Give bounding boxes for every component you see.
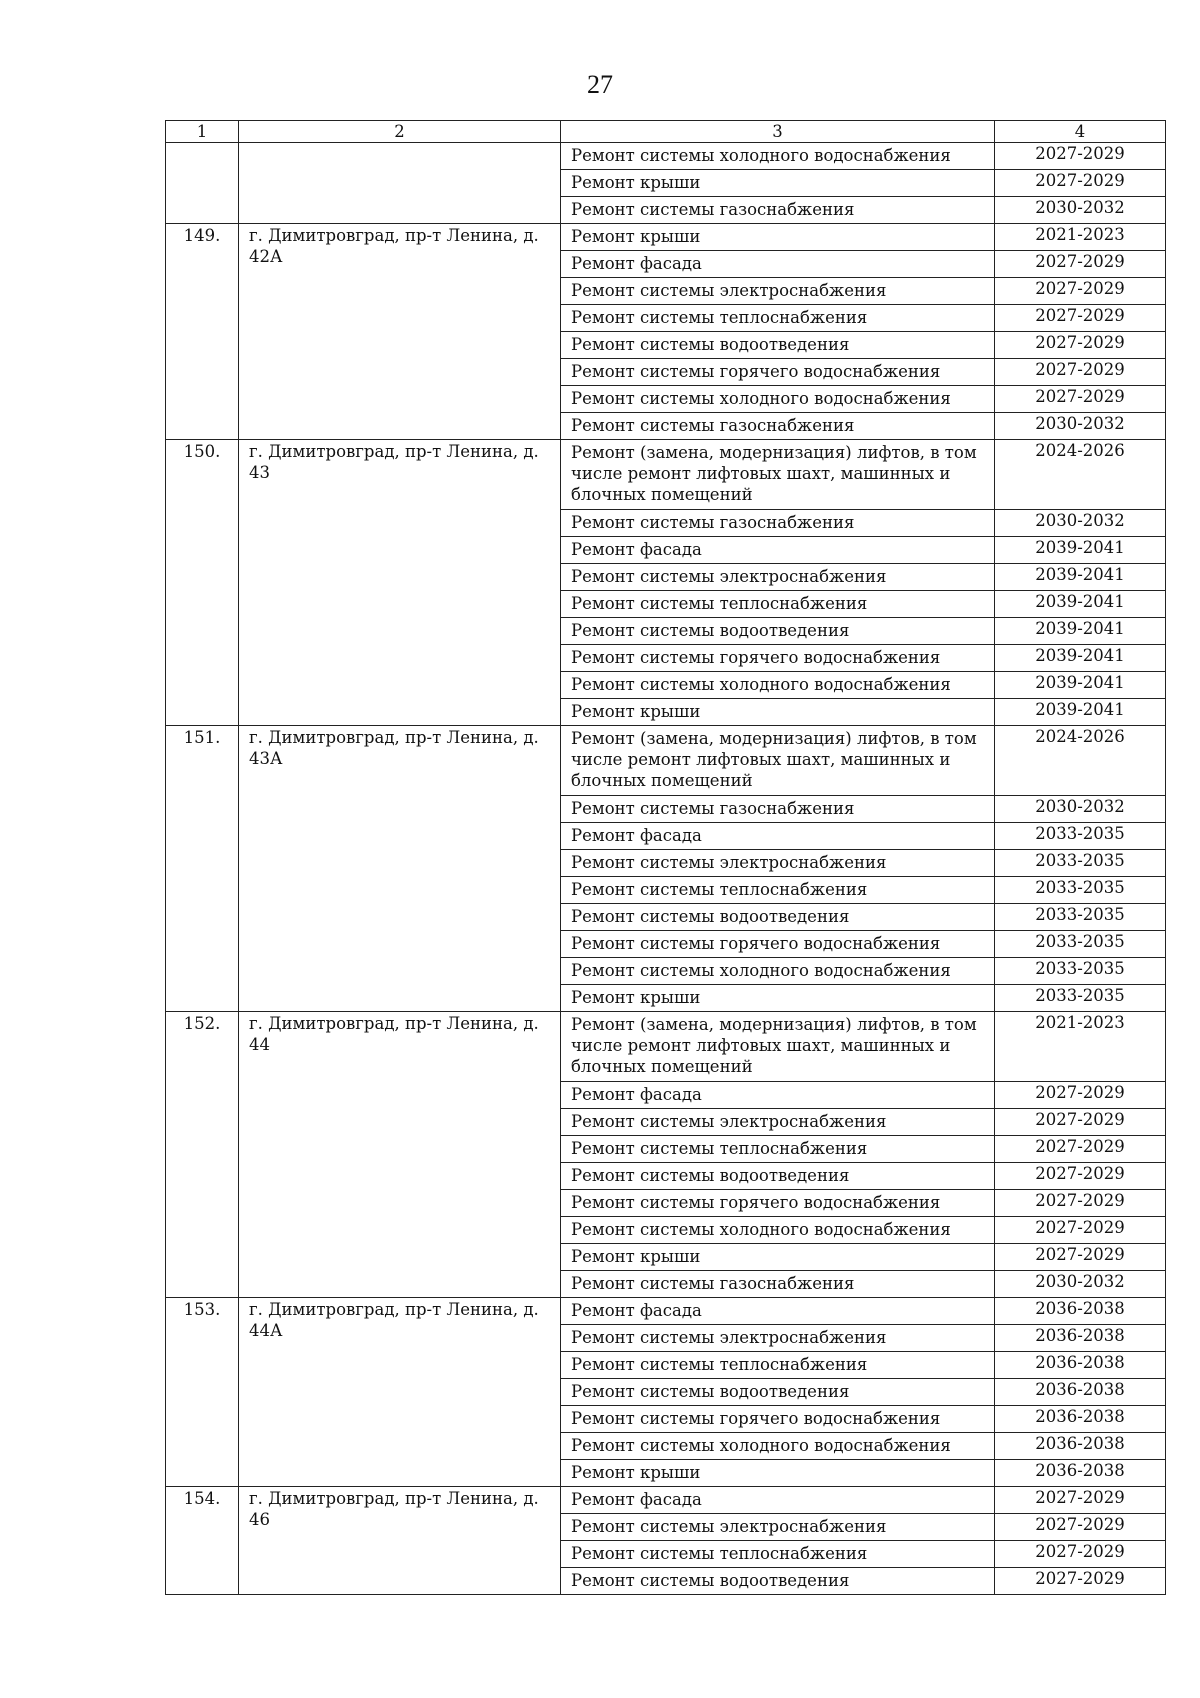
- period-cell: 2027-2029: [995, 1190, 1166, 1217]
- work-type-cell: Ремонт системы газоснабжения: [561, 413, 995, 440]
- address-cell: г. Димитровград, пр-т Ленина, д. 43: [239, 440, 561, 726]
- address-cell: г. Димитровград, пр-т Ленина, д. 43А: [239, 726, 561, 1012]
- table-row: [166, 224, 1166, 251]
- period-cell: 2039-2041: [995, 645, 1166, 672]
- period-cell: 2030-2032: [995, 413, 1166, 440]
- column-header-address: 2: [239, 121, 561, 143]
- work-type-cell: Ремонт системы электроснабжения: [561, 1514, 995, 1541]
- table-row: [166, 440, 1166, 510]
- work-type-cell: Ремонт системы горячего водоснабжения: [561, 645, 995, 672]
- period-cell: 2036-2038: [995, 1433, 1166, 1460]
- work-type-cell: Ремонт системы горячего водоснабжения: [561, 1406, 995, 1433]
- work-type-cell: Ремонт фасада: [561, 1082, 995, 1109]
- period-cell: 2021-2023: [995, 224, 1166, 251]
- period-cell: 2036-2038: [995, 1406, 1166, 1433]
- work-type-cell: Ремонт системы газоснабжения: [561, 510, 995, 537]
- work-type-cell: Ремонт системы водоотведения: [561, 332, 995, 359]
- work-type-cell: Ремонт крыши: [561, 1460, 995, 1487]
- table-row: [166, 726, 1166, 796]
- address-cell: г. Димитровград, пр-т Ленина, д. 44: [239, 1012, 561, 1298]
- period-cell: 2027-2029: [995, 1217, 1166, 1244]
- work-type-cell: Ремонт системы электроснабжения: [561, 564, 995, 591]
- period-cell: 2027-2029: [995, 1136, 1166, 1163]
- work-type-cell: Ремонт системы холодного водоснабжения: [561, 958, 995, 985]
- period-cell: 2027-2029: [995, 1244, 1166, 1271]
- repair-schedule-table: [165, 120, 1166, 1595]
- work-type-cell: Ремонт системы горячего водоснабжения: [561, 1190, 995, 1217]
- work-type-cell: Ремонт фасада: [561, 537, 995, 564]
- period-cell: 2027-2029: [995, 359, 1166, 386]
- work-type-cell: Ремонт системы электроснабжения: [561, 1109, 995, 1136]
- period-cell: 2033-2035: [995, 904, 1166, 931]
- period-cell: 2039-2041: [995, 672, 1166, 699]
- period-cell: 2027-2029: [995, 1487, 1166, 1514]
- work-type-cell: Ремонт системы газоснабжения: [561, 796, 995, 823]
- work-type-cell: Ремонт системы теплоснабжения: [561, 1541, 995, 1568]
- column-header-period: 4: [995, 121, 1166, 143]
- address-cell: [239, 143, 561, 224]
- work-type-cell: Ремонт системы теплоснабжения: [561, 1136, 995, 1163]
- period-cell: 2027-2029: [995, 170, 1166, 197]
- row-number: 149.: [166, 224, 239, 440]
- period-cell: 2024-2026: [995, 726, 1166, 796]
- column-header-work: 3: [561, 121, 995, 143]
- row-number: 154.: [166, 1487, 239, 1595]
- period-cell: 2024-2026: [995, 440, 1166, 510]
- period-cell: 2027-2029: [995, 386, 1166, 413]
- work-type-cell: Ремонт системы электроснабжения: [561, 1325, 995, 1352]
- work-type-cell: Ремонт системы водоотведения: [561, 1163, 995, 1190]
- address-cell: г. Димитровград, пр-т Ленина, д. 44А: [239, 1298, 561, 1487]
- work-type-cell: Ремонт крыши: [561, 985, 995, 1012]
- period-cell: 2027-2029: [995, 278, 1166, 305]
- period-cell: 2036-2038: [995, 1298, 1166, 1325]
- period-cell: 2039-2041: [995, 564, 1166, 591]
- address-cell: г. Димитровград, пр-т Ленина, д. 42А: [239, 224, 561, 440]
- address-cell: г. Димитровград, пр-т Ленина, д. 46: [239, 1487, 561, 1595]
- period-cell: 2039-2041: [995, 618, 1166, 645]
- row-number: 152.: [166, 1012, 239, 1298]
- work-type-cell: Ремонт системы водоотведения: [561, 904, 995, 931]
- page-number: 27: [587, 70, 613, 99]
- period-cell: 2021-2023: [995, 1012, 1166, 1082]
- table-row: [166, 143, 1166, 170]
- period-cell: 2030-2032: [995, 510, 1166, 537]
- work-type-cell: Ремонт системы водоотведения: [561, 1568, 995, 1595]
- work-type-cell: Ремонт системы горячего водоснабжения: [561, 931, 995, 958]
- period-cell: 2027-2029: [995, 332, 1166, 359]
- row-number: 153.: [166, 1298, 239, 1487]
- column-header-row: [166, 121, 1166, 143]
- row-number: [166, 143, 239, 224]
- period-cell: 2039-2041: [995, 591, 1166, 618]
- period-cell: 2027-2029: [995, 1163, 1166, 1190]
- table-row: [166, 1298, 1166, 1325]
- period-cell: 2039-2041: [995, 537, 1166, 564]
- work-type-cell: Ремонт системы холодного водоснабжения: [561, 1433, 995, 1460]
- period-cell: 2030-2032: [995, 197, 1166, 224]
- work-type-cell: Ремонт фасада: [561, 1298, 995, 1325]
- period-cell: 2033-2035: [995, 823, 1166, 850]
- work-type-cell: Ремонт системы водоотведения: [561, 618, 995, 645]
- work-type-cell: Ремонт системы водоотведения: [561, 1379, 995, 1406]
- period-cell: 2033-2035: [995, 985, 1166, 1012]
- period-cell: 2027-2029: [995, 305, 1166, 332]
- period-cell: 2027-2029: [995, 143, 1166, 170]
- period-cell: 2033-2035: [995, 850, 1166, 877]
- work-type-cell: Ремонт системы холодного водоснабжения: [561, 672, 995, 699]
- period-cell: 2027-2029: [995, 1109, 1166, 1136]
- work-type-cell: Ремонт (замена, модернизация) лифтов, в том числе ремонт лифтовых шахт, машинных и блочных помещений: [561, 440, 995, 510]
- period-cell: 2027-2029: [995, 1082, 1166, 1109]
- work-type-cell: Ремонт крыши: [561, 224, 995, 251]
- period-cell: 2030-2032: [995, 1271, 1166, 1298]
- period-cell: 2027-2029: [995, 1541, 1166, 1568]
- work-type-cell: Ремонт системы газоснабжения: [561, 1271, 995, 1298]
- work-type-cell: Ремонт фасада: [561, 823, 995, 850]
- row-number: 150.: [166, 440, 239, 726]
- period-cell: 2027-2029: [995, 251, 1166, 278]
- period-cell: 2027-2029: [995, 1568, 1166, 1595]
- work-type-cell: Ремонт системы электроснабжения: [561, 850, 995, 877]
- table-row: [166, 1012, 1166, 1082]
- period-cell: 2033-2035: [995, 877, 1166, 904]
- work-type-cell: Ремонт крыши: [561, 170, 995, 197]
- period-cell: 2036-2038: [995, 1460, 1166, 1487]
- work-type-cell: Ремонт (замена, модернизация) лифтов, в том числе ремонт лифтовых шахт, машинных и блочных помещений: [561, 726, 995, 796]
- work-type-cell: Ремонт фасада: [561, 1487, 995, 1514]
- period-cell: 2039-2041: [995, 699, 1166, 726]
- period-cell: 2036-2038: [995, 1325, 1166, 1352]
- work-type-cell: Ремонт системы теплоснабжения: [561, 1352, 995, 1379]
- period-cell: 2030-2032: [995, 796, 1166, 823]
- work-type-cell: Ремонт системы теплоснабжения: [561, 305, 995, 332]
- work-type-cell: Ремонт системы газоснабжения: [561, 197, 995, 224]
- row-number: 151.: [166, 726, 239, 1012]
- work-type-cell: Ремонт фасада: [561, 251, 995, 278]
- work-type-cell: Ремонт крыши: [561, 699, 995, 726]
- work-type-cell: Ремонт системы горячего водоснабжения: [561, 359, 995, 386]
- work-type-cell: Ремонт системы электроснабжения: [561, 278, 995, 305]
- work-type-cell: Ремонт системы холодного водоснабжения: [561, 1217, 995, 1244]
- column-header-number: 1: [166, 121, 239, 143]
- table-row: [166, 1487, 1166, 1514]
- period-cell: 2033-2035: [995, 931, 1166, 958]
- period-cell: 2033-2035: [995, 958, 1166, 985]
- period-cell: 2027-2029: [995, 1514, 1166, 1541]
- work-type-cell: Ремонт системы теплоснабжения: [561, 877, 995, 904]
- work-type-cell: Ремонт (замена, модернизация) лифтов, в том числе ремонт лифтовых шахт, машинных и блочных помещений: [561, 1012, 995, 1082]
- work-type-cell: Ремонт системы холодного водоснабжения: [561, 143, 995, 170]
- work-type-cell: Ремонт системы холодного водоснабжения: [561, 386, 995, 413]
- work-type-cell: Ремонт крыши: [561, 1244, 995, 1271]
- period-cell: 2036-2038: [995, 1352, 1166, 1379]
- work-type-cell: Ремонт системы теплоснабжения: [561, 591, 995, 618]
- period-cell: 2036-2038: [995, 1379, 1166, 1406]
